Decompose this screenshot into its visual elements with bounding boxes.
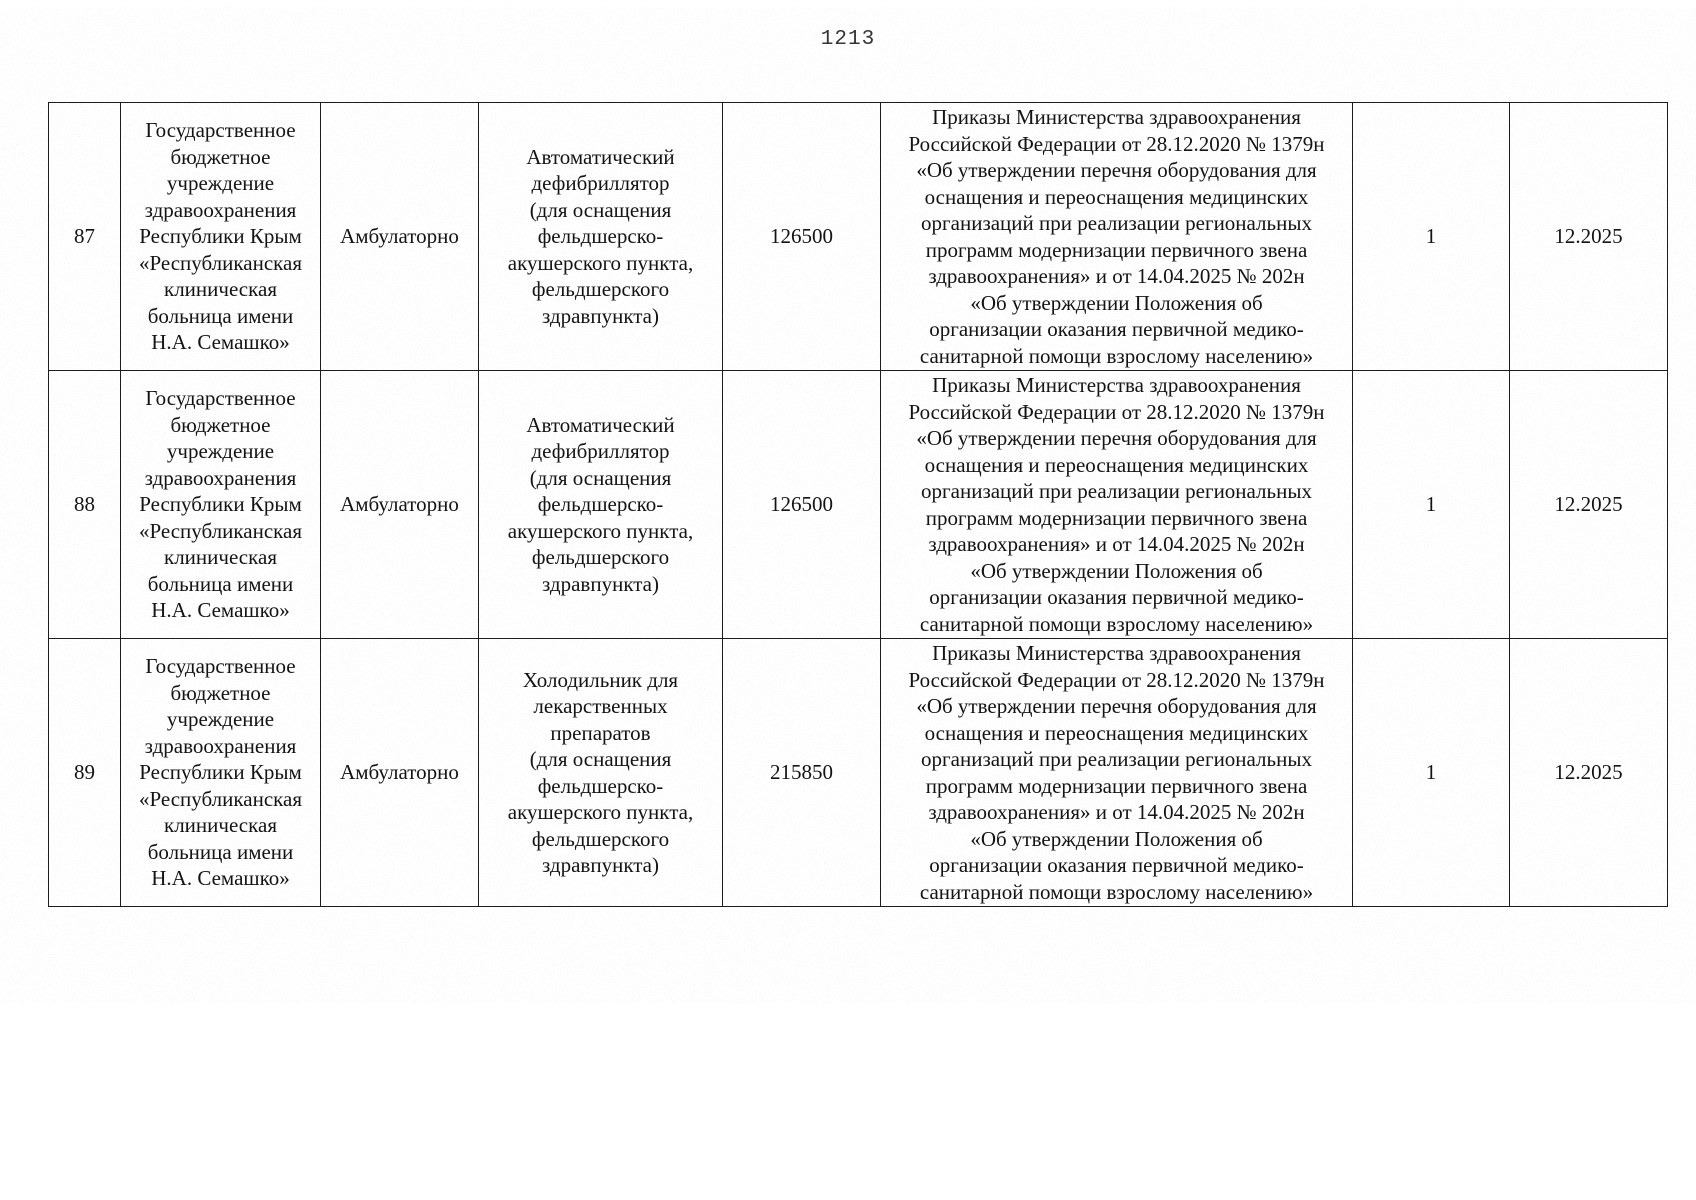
text-line: санитарной помощи взрослому населению» <box>919 879 1314 904</box>
table-row <box>49 639 1668 907</box>
text-line: здравпункта) <box>542 303 659 328</box>
equipment-cell <box>479 639 723 907</box>
table-row <box>49 371 1668 639</box>
equipment-cell <box>479 103 723 371</box>
text-line: учреждение <box>166 171 275 196</box>
equipment-cell <box>479 371 723 639</box>
text-line: «Об утверждении перечня оборудования для <box>916 694 1317 718</box>
text-line: санитарной помощи взрослому населению» <box>919 611 1314 636</box>
row-number-cell: 87 <box>49 103 121 371</box>
text-line: оснащения и переоснащения медицинских <box>924 720 1309 745</box>
text-line: клиническая <box>164 813 277 838</box>
text-line: оснащения и переоснащения медицинских <box>924 184 1309 209</box>
text-line: Приказы Министерства здравоохранения <box>932 105 1301 129</box>
text-line: организаций при реализации региональных <box>921 479 1312 503</box>
care-form-cell: Амбулаторно <box>321 639 479 907</box>
table-body <box>49 103 1668 907</box>
text-line: здравоохранения <box>144 465 297 490</box>
text-line: клиническая <box>164 277 277 302</box>
text-line: фельдшерского <box>531 277 670 302</box>
text-line: Республики Крым <box>139 492 302 517</box>
text-line: Государственное <box>145 118 296 143</box>
text-line: учреждение <box>166 439 275 464</box>
text-line: Республики Крым <box>139 224 302 249</box>
care-form-cell: Амбулаторно <box>321 103 479 371</box>
text-line: фельдшерского <box>531 826 670 851</box>
text-line: Приказы Министерства здравоохранения <box>932 641 1301 665</box>
row-number-cell: 89 <box>49 639 121 907</box>
text-line: здравоохранения <box>144 733 297 758</box>
text-line: Автоматический <box>526 412 675 437</box>
text-line: здравоохранения <box>144 197 297 222</box>
text-line: Н.А. Семашко» <box>151 330 290 355</box>
text-line: (для оснащения <box>529 465 672 490</box>
quantity-cell: 1 <box>1353 371 1510 639</box>
equipment-table <box>48 102 1668 907</box>
text-line: организаций при реализации региональных <box>921 211 1312 235</box>
text-line: «Об утверждении Положения об <box>970 290 1263 315</box>
text-line: дефибриллятор <box>531 439 670 464</box>
amount-cell: 215850 <box>723 639 881 907</box>
organization-cell <box>121 103 321 371</box>
organization-cell <box>121 371 321 639</box>
text-line: бюджетное <box>170 680 271 705</box>
text-line: фельдшерско- <box>537 492 664 517</box>
text-line: оснащения и переоснащения медицинских <box>924 452 1309 477</box>
text-line: «Об утверждении Положения об <box>970 558 1263 583</box>
text-line: программ модернизации первичного звена <box>925 773 1308 798</box>
text-line: программ модернизации первичного звена <box>925 505 1308 530</box>
legal-basis-cell <box>881 371 1353 639</box>
text-line: (для оснащения <box>529 747 672 771</box>
organization-cell <box>121 639 321 907</box>
text-line: акушерского пункта, <box>507 250 694 275</box>
date-cell: 12.2025 <box>1510 103 1668 371</box>
text-line: «Об утверждении перечня оборудования для <box>916 158 1317 182</box>
text-line: клиническая <box>164 545 277 570</box>
text-line: препаратов <box>550 720 651 745</box>
text-line: акушерского пункта, <box>507 800 694 824</box>
text-line: Н.А. Семашко» <box>151 598 290 623</box>
text-line: «Республиканская <box>138 786 303 811</box>
text-line: «Республиканская <box>138 250 303 275</box>
text-line: «Об утверждении Положения об <box>970 826 1263 851</box>
amount-cell: 126500 <box>723 371 881 639</box>
text-line: Российской Федерации от 28.12.2020 № 1379н <box>908 399 1325 424</box>
text-line: здравоохранения» и от 14.04.2025 № 202н <box>928 800 1305 824</box>
table-row <box>49 103 1668 371</box>
quantity-cell: 1 <box>1353 639 1510 907</box>
text-line: лекарственных <box>533 694 668 718</box>
text-line: Н.А. Семашко» <box>151 866 290 891</box>
text-line: акушерского пункта, <box>507 518 694 543</box>
text-line: организации оказания первичной медико- <box>929 853 1304 877</box>
text-line: учреждение <box>166 707 275 732</box>
text-line: фельдшерско- <box>537 773 664 798</box>
text-line: здравпункта) <box>542 571 659 596</box>
text-line: организации оказания первичной медико- <box>929 317 1304 341</box>
text-line: здравоохранения» и от 14.04.2025 № 202н <box>928 264 1305 288</box>
text-line: организаций при реализации региональных <box>921 747 1312 771</box>
text-line: дефибриллятор <box>531 171 670 196</box>
text-line: Холодильник для <box>522 667 679 692</box>
date-cell: 12.2025 <box>1510 639 1668 907</box>
care-form-cell: Амбулаторно <box>321 371 479 639</box>
text-line: Государственное <box>145 386 296 411</box>
amount-cell: 126500 <box>723 103 881 371</box>
text-line: Автоматический <box>526 144 675 169</box>
legal-basis-cell <box>881 103 1353 371</box>
text-line: «Республиканская <box>138 518 303 543</box>
date-cell: 12.2025 <box>1510 371 1668 639</box>
row-number-cell: 88 <box>49 371 121 639</box>
text-line: фельдшерско- <box>537 224 664 249</box>
text-line: Государственное <box>145 654 296 679</box>
page-number: 1213 <box>820 28 876 51</box>
text-line: организации оказания первичной медико- <box>929 585 1304 609</box>
quantity-cell: 1 <box>1353 103 1510 371</box>
text-line: (для оснащения <box>529 197 672 222</box>
text-line: Республики Крым <box>139 760 302 785</box>
text-line: здравпункта) <box>542 853 659 877</box>
text-line: Приказы Министерства здравоохранения <box>932 373 1301 397</box>
text-line: санитарной помощи взрослому населению» <box>919 343 1314 368</box>
text-line: Российской Федерации от 28.12.2020 № 1379н <box>908 667 1325 692</box>
text-line: «Об утверждении перечня оборудования для <box>916 426 1317 450</box>
text-line: бюджетное <box>170 144 271 169</box>
text-line: бюджетное <box>170 412 271 437</box>
text-line: больница имени <box>147 571 294 596</box>
legal-basis-cell <box>881 639 1353 907</box>
text-line: здравоохранения» и от 14.04.2025 № 202н <box>928 532 1305 556</box>
text-line: фельдшерского <box>531 545 670 570</box>
text-line: Российской Федерации от 28.12.2020 № 1379н <box>908 131 1325 156</box>
text-line: больница имени <box>147 303 294 328</box>
text-line: больница имени <box>147 839 294 864</box>
text-line: программ модернизации первичного звена <box>925 237 1308 262</box>
